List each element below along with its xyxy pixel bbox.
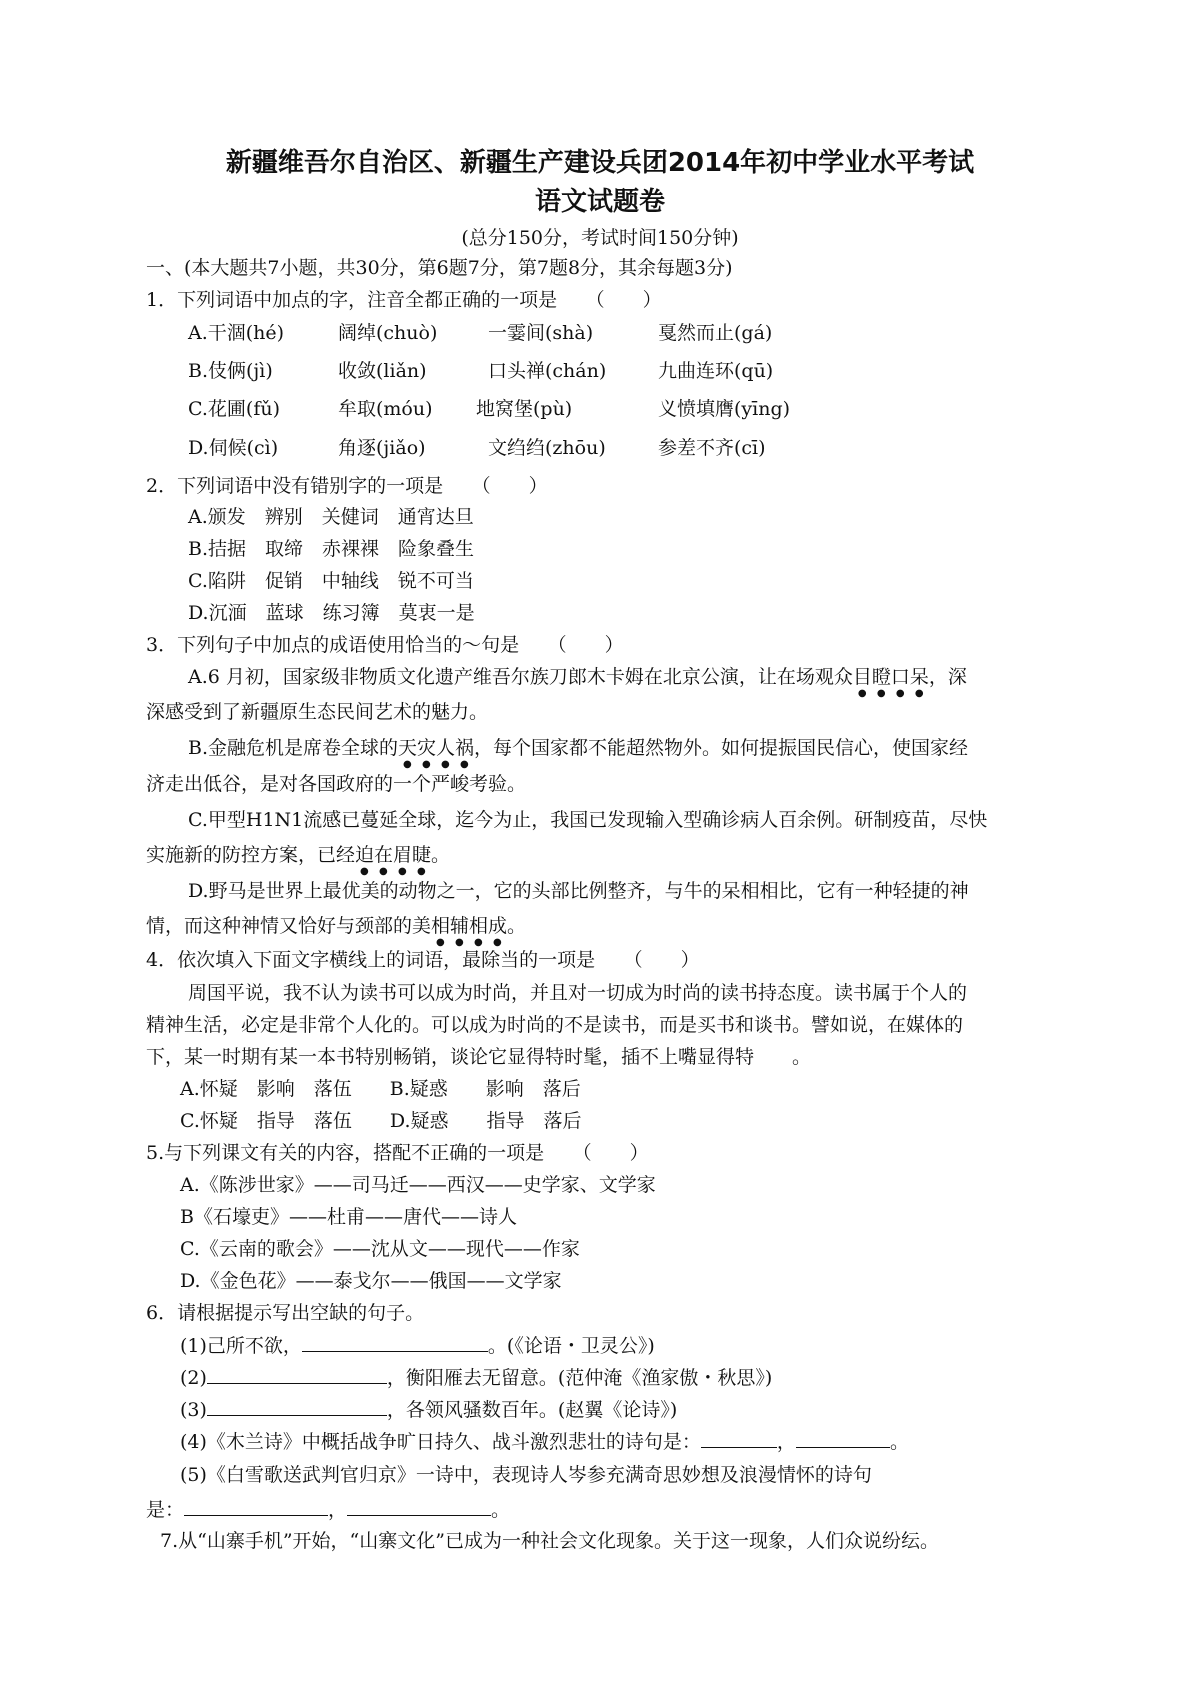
q3-d-text-1: 情，而这种神情又恰好与颈部的美 [146, 915, 432, 937]
q6-4-text-3: 。 [889, 1431, 909, 1453]
q6-4-answer-blank-1[interactable] [701, 1429, 777, 1448]
exam-score-time: (总分150分，考试时间150分钟) [461, 227, 739, 249]
q3-stem: 3．下列句子中加点的成语使用恰当的～句是 （ ） [146, 634, 624, 656]
q3-a-text-2: ，深 [928, 666, 967, 688]
q1-option-b-1: B.伎俩(jì) [188, 360, 273, 382]
q3-option-d: D.野马是世界上最优美的动物之一，它的头部比例整齐，与牛的呆相相比，它有一种轻捷的神 [188, 880, 969, 902]
q5-option-a: A.《陈涉世家》——司马迁——西汉——史学家、文学家 [180, 1174, 656, 1196]
q3-a-continuation: 深感受到了新疆原生态民间艺术的魅力。 [146, 701, 489, 723]
q2-stem: 2．下列词语中没有错别字的一项是 （ ） [146, 475, 548, 497]
q1-option-c-3: 地窝堡(pù) [476, 398, 573, 420]
q1-option-a-1: A.干涸(hé) [188, 322, 285, 344]
q6-4-answer-blank-2[interactable] [796, 1429, 890, 1448]
q6-3-text-2: ，各领风骚数百年。(赵翼《论诗》) [386, 1399, 678, 1421]
q7-stem: 7.从“山寨手机”开始，“山寨文化”已成为一种社会文化现象。关于这一现象，人们众说纷纭。 [160, 1530, 939, 1552]
q1-option-d-2: 角逐(jiǎo) [338, 437, 426, 459]
q3-d-continuation [146, 914, 526, 948]
q4-stem: 4．依次填入下面文字横线上的词语，最除当的一项是 （ ） [146, 949, 700, 971]
q6-5-text-2: ， [328, 1499, 348, 1521]
q6-5-text-3: 。 [491, 1499, 511, 1521]
q1-option-d-1: D.伺候(cì) [188, 437, 279, 459]
q3-b-text-1: B.金融危机是席卷全球的 [188, 737, 399, 759]
q6-4-text-1: (4)《木兰诗》中概括战争旷日持久、战斗激烈悲壮的诗句是： [180, 1431, 701, 1453]
q6-item-4 [180, 1429, 909, 1454]
q1-stem: 1．下列词语中加点的字，注音全都正确的一项是 （ ） [146, 289, 662, 311]
q3-b-text-2: ，每个国家都不能超然物外。如何提振国民信心，使国家经 [474, 737, 969, 759]
section-heading: 一、(本大题共7小题，共30分，第6题7分，第7题8分，其余每题3分) [146, 257, 733, 279]
q3-d-idiom: 相辅相成 [431, 915, 508, 937]
q3-a-idiom: 目瞪口呆 [852, 666, 929, 688]
q6-1-text-1: (1)己所不欲， [180, 1335, 302, 1357]
q3-c-idiom: 迫在眉睫 [355, 844, 432, 866]
q6-item-5-continuation [146, 1497, 510, 1522]
q1-option-a-4: 戛然而止(gá) [658, 322, 773, 344]
q3-option-a [188, 665, 967, 699]
q4-passage-line-3: 下，某一时期有某一本书特别畅销，谈论它显得特时髦，插不上嘴显得特 。 [146, 1046, 812, 1068]
q6-5-text-1: 是： [146, 1499, 185, 1521]
q6-2-answer-blank[interactable] [207, 1365, 387, 1384]
q3-option-c: C.甲型H1N1流感已蔓延全球，迄今为止，我国已发现输入型确诊病人百余例。研制疫苗，尽快 [188, 809, 988, 831]
q6-item-3 [180, 1397, 677, 1422]
q3-c-text-1: 实施新的防控方案，已经 [146, 844, 356, 866]
q4-passage-line-2: 精神生活，必定是非常个人化的。可以成为时尚的不是读书，而是买书和谈书。譬如说，在媒体的 [146, 1014, 964, 1036]
q6-3-answer-blank[interactable] [207, 1397, 387, 1416]
q4-passage-line-1: 周国平说，我不认为读书可以成为时尚，并且对一切成为时尚的读书持态度。读书属于个人的 [188, 982, 968, 1004]
q6-4-text-2: ， [776, 1431, 796, 1453]
q1-option-b-2: 收敛(liǎn) [338, 360, 427, 382]
q3-b-continuation: 济走出低谷，是对各国政府的一个严峻考验。 [146, 773, 527, 795]
q1-option-b-3: 口头禅(chán) [488, 360, 607, 382]
q6-item-1 [180, 1333, 655, 1358]
q5-option-d: D.《金色花》——泰戈尔——俄国——文学家 [180, 1270, 562, 1292]
q1-option-d-3: 文绉绉(zhōu) [488, 437, 606, 459]
exam-title: 新疆维吾尔自治区、新疆生产建设兵团2014年初中学业水平考试 [225, 148, 975, 178]
q6-item-5: (5)《白雪歌送武判官归京》一诗中，表现诗人岑参充满奇思妙想及浪漫情怀的诗句 [180, 1464, 872, 1486]
q2-option-d: D.沉湎 蓝球 练习簿 莫衷一是 [188, 602, 475, 624]
q1-option-c-4: 义愤填膺(yīng) [658, 398, 791, 420]
q3-c-text-2: 。 [431, 844, 451, 866]
q3-a-text-1: A.6 月初，国家级非物质文化遗产维吾尔族刀郎木卡姆在北京公演，让在场观众 [188, 666, 853, 688]
q1-option-c-2: 牟取(móu) [338, 398, 433, 420]
q6-1-answer-blank[interactable] [302, 1333, 488, 1352]
q6-stem: 6．请根据提示写出空缺的句子。 [146, 1302, 425, 1324]
q3-c-continuation [146, 843, 450, 877]
q5-option-c: C.《云南的歌会》——沈从文——现代——作家 [180, 1238, 580, 1260]
exam-subject-title: 语文试题卷 [534, 187, 665, 217]
q1-option-d-4: 参差不齐(cī) [658, 437, 766, 459]
q5-stem: 5.与下列课文有关的内容，搭配不正确的一项是 （ ） [146, 1142, 649, 1164]
q3-d-text-2: 。 [507, 915, 527, 937]
q5-option-b: B《石壕吏》——杜甫——唐代——诗人 [180, 1206, 517, 1228]
q1-option-a-2: 阔绰(chuò) [338, 322, 438, 344]
q6-2-text-1: (2) [180, 1367, 207, 1389]
q6-item-2 [180, 1365, 772, 1390]
q2-option-b: B.拮据 取缔 赤裸裸 险象叠生 [188, 538, 475, 560]
q6-1-text-2: 。(《论语・卫灵公》) [487, 1335, 655, 1357]
q2-option-a: A.颁发 辨别 关健词 通宵达旦 [188, 506, 474, 528]
q6-3-text-1: (3) [180, 1399, 207, 1421]
q6-5-answer-blank-1[interactable] [184, 1497, 328, 1516]
q3-b-idiom: 天灾人祸 [398, 737, 475, 759]
q1-option-c-1: C.花圃(fǔ) [188, 398, 280, 420]
q2-option-c: C.陷阱 促销 中轴线 锐不可当 [188, 570, 474, 592]
q4-options-row-1: A.怀疑 影响 落伍 B.疑惑 影响 落后 [180, 1078, 581, 1100]
q1-option-b-4: 九曲连环(qū) [658, 360, 774, 382]
q6-5-answer-blank-2[interactable] [347, 1497, 491, 1516]
q6-2-text-2: ，衡阳雁去无留意。(范仲淹《渔家傲・秋思》) [386, 1367, 773, 1389]
q3-option-b [188, 736, 968, 770]
q1-option-a-3: 一霎间(shà) [488, 322, 594, 344]
q4-options-row-2: C.怀疑 指导 落伍 D.疑惑 指导 落后 [180, 1110, 582, 1132]
